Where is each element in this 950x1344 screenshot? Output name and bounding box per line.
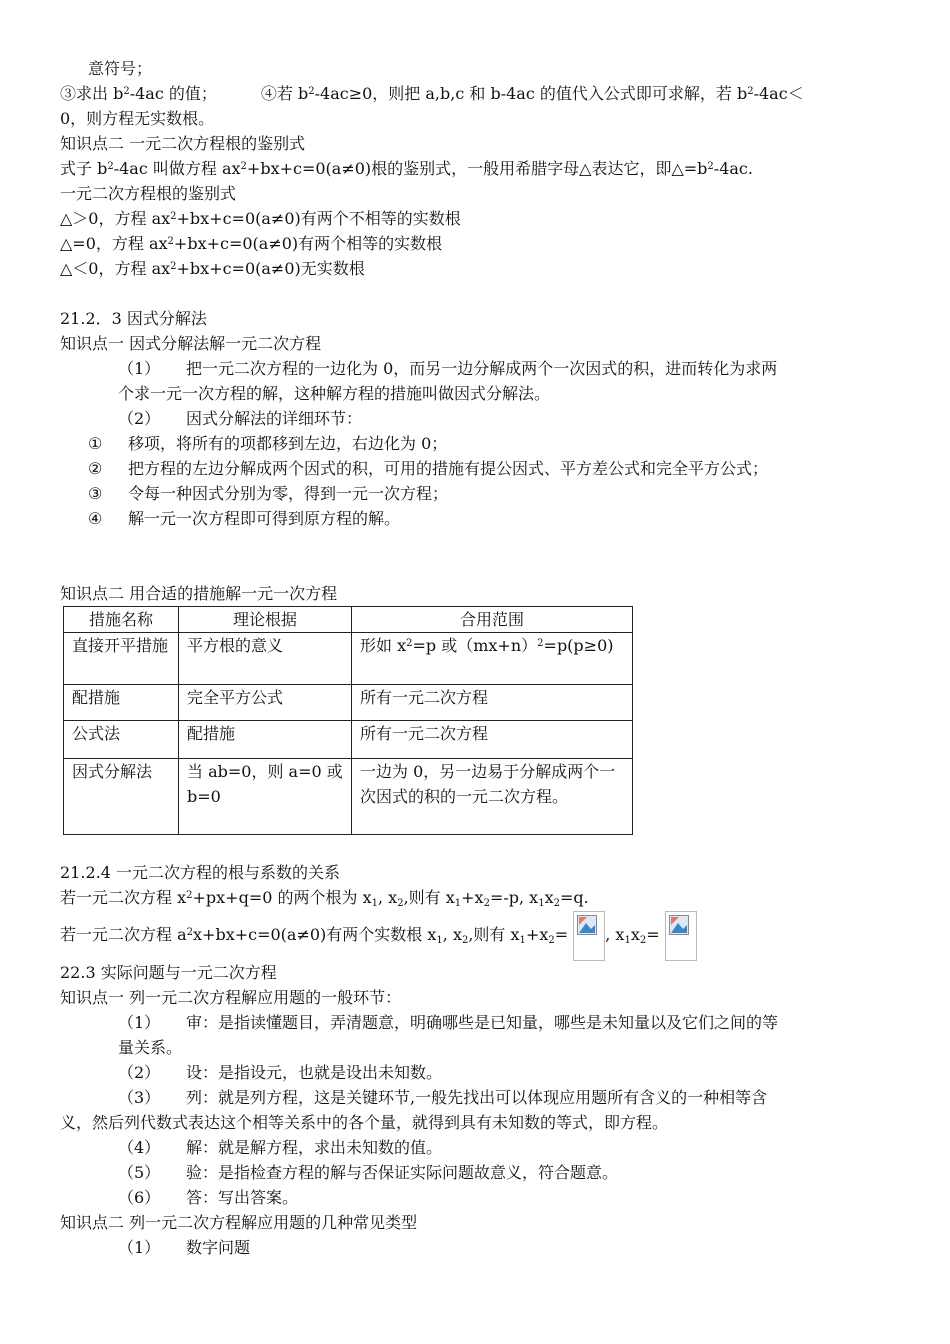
table-cell: 完全平方公式 (179, 685, 352, 721)
table-cell: 一边为 0，另一边易于分解成两个一次因式的积的一元二次方程。 (352, 759, 633, 835)
list-item: 义，然后列代数式表达这个相等关系中的各个量，就得到具有未知数的等式，即方程。 (60, 1113, 669, 1132)
table-row (64, 721, 633, 759)
text-line: △＞0，方程 $ax^2+bx+c=0(a\ne 0)$有两个不相等的实数根 (60, 209, 461, 228)
paragraph: （1） 把一元二次方程的一边化为 0，而另一边分解成两个一次因式的积，进而转化为求两 (118, 359, 778, 378)
section-title: 21.2．3 因式分解法 (60, 309, 207, 328)
table-cell: 公式法 (64, 721, 179, 759)
table-header-cell: 措施名称 (64, 607, 179, 633)
section-heading: 一元二次方程根的鉴别式 (60, 184, 237, 203)
list-item: ② 把方程的左边分解成两个因式的积，可用的措施有提公因式、平方差公式和完全平方公式； (88, 459, 769, 478)
table-row (64, 633, 633, 685)
table-cell: 所有一元二次方程 (352, 721, 633, 759)
document-page (60, 56, 910, 1260)
table-row (64, 759, 633, 835)
table-cell: 形如 $x^2=p$ 或$(mx+n)^2=p(p\ge 0)$ (352, 633, 633, 685)
text-line: 若一元二次方程 $a^2x+bx+c=0(a\ne 0)$有两个实数根 $x_1$, $x_2$,则有 $x_1+x_2=$ , $x_1x_2=$ (60, 910, 910, 960)
list-item: （6） 答：写出答案。 (118, 1188, 299, 1207)
list-item: （1） 审：是指读懂题目，弄清题意，明确哪些是已知量，哪些是未知量以及它们之间的等 (118, 1013, 779, 1032)
text-line: 0，则方程无实数根。 (60, 109, 215, 128)
section-title: 21.2.4 一元二次方程的根与系数的关系 (60, 863, 340, 882)
section-title: 22.3 实际问题与一元二次方程 (60, 963, 277, 982)
section-heading: 知识点二 一元二次方程根的鉴别式 (60, 134, 306, 153)
text-line: ③求出 $b^2-4ac$ 的值； ④若 $b^2-4ac\ge 0$，则把 a,b,c 和 b-4ac 的值代入公式即可求解，若 $b^2-4ac<$ (60, 84, 804, 103)
section-heading: 知识点二 列一元二次方程解应用题的几种常见类型 (60, 1213, 418, 1232)
list-item: ④ 解一元一次方程即可得到原方程的解。 (88, 509, 401, 528)
paragraph: （2） 因式分解法的详细环节： (118, 409, 363, 428)
list-item: （5） 验：是指检查方程的解与否保证实际问题故意义，符合题意。 (118, 1163, 619, 1182)
table-cell: 配措施 (179, 721, 352, 759)
table-cell: 因式分解法 (64, 759, 179, 835)
table-cell: 当 ab=0，则 a=0 或 b=0 (179, 759, 352, 835)
list-item: 量关系。 (118, 1038, 183, 1057)
table-header-row (64, 607, 633, 633)
broken-image-icon (573, 911, 605, 961)
list-item: ③ 令每一种因式分别为零，得到一元一次方程； (88, 484, 449, 503)
table-cell: 所有一元二次方程 (352, 685, 633, 721)
section-heading: 知识点一 因式分解法解一元二次方程 (60, 334, 322, 353)
table-cell: 直接开平措施 (64, 633, 179, 685)
broken-image-icon (665, 911, 697, 961)
table-header-cell: 理论根据 (179, 607, 352, 633)
table-header-cell: 合用范围 (352, 607, 633, 633)
table-cell: 配措施 (64, 685, 179, 721)
text: 意符号； (88, 59, 153, 78)
section-heading: 知识点一 列一元二次方程解应用题的一般环节： (60, 988, 402, 1007)
paragraph: 个求一元一次方程的解，这种解方程的措施叫做因式分解法。 (118, 384, 551, 403)
list-item: （3） 列：就是列方程，这是关键环节,一般先找出可以体现应用题所有含义的一种相等含 (118, 1088, 768, 1107)
section-heading: 知识点二 用合适的措施解一元一次方程 (60, 584, 338, 603)
list-item: ① 移项，将所有的项都移到左边，右边化为 0； (88, 434, 448, 453)
list-item: （1） 数字问题 (118, 1238, 251, 1257)
text-line: 若一元二次方程 $x^2+px+q=0$ 的两个根为 $x_1$, $x_2$,则有 $x_1+x_2=-p$, $x_1x_2=q$. (60, 888, 589, 909)
text-line: △=0，方程 $ax^2+bx+c=0(a\ne 0)$有两个相等的实数根 (60, 234, 443, 253)
list-item: （2） 设：是指设元，也就是设出未知数。 (118, 1063, 443, 1082)
table-row (64, 685, 633, 721)
text-line (60, 56, 910, 81)
text-line: 式子 $b^2-4ac$ 叫做方程 $ax^2+bx+c=0(a\ne 0)$根的鉴别式，一般用希腊字母△表达它，即$\triangle=b^2-4ac$. (60, 159, 753, 178)
methods-table (63, 606, 633, 835)
table-cell: 平方根的意义 (179, 633, 352, 685)
text-line: △＜0，方程 $ax^2+bx+c=0(a\ne 0)$无实数根 (60, 259, 365, 278)
list-item: （4） 解：就是解方程，求出未知数的值。 (118, 1138, 443, 1157)
